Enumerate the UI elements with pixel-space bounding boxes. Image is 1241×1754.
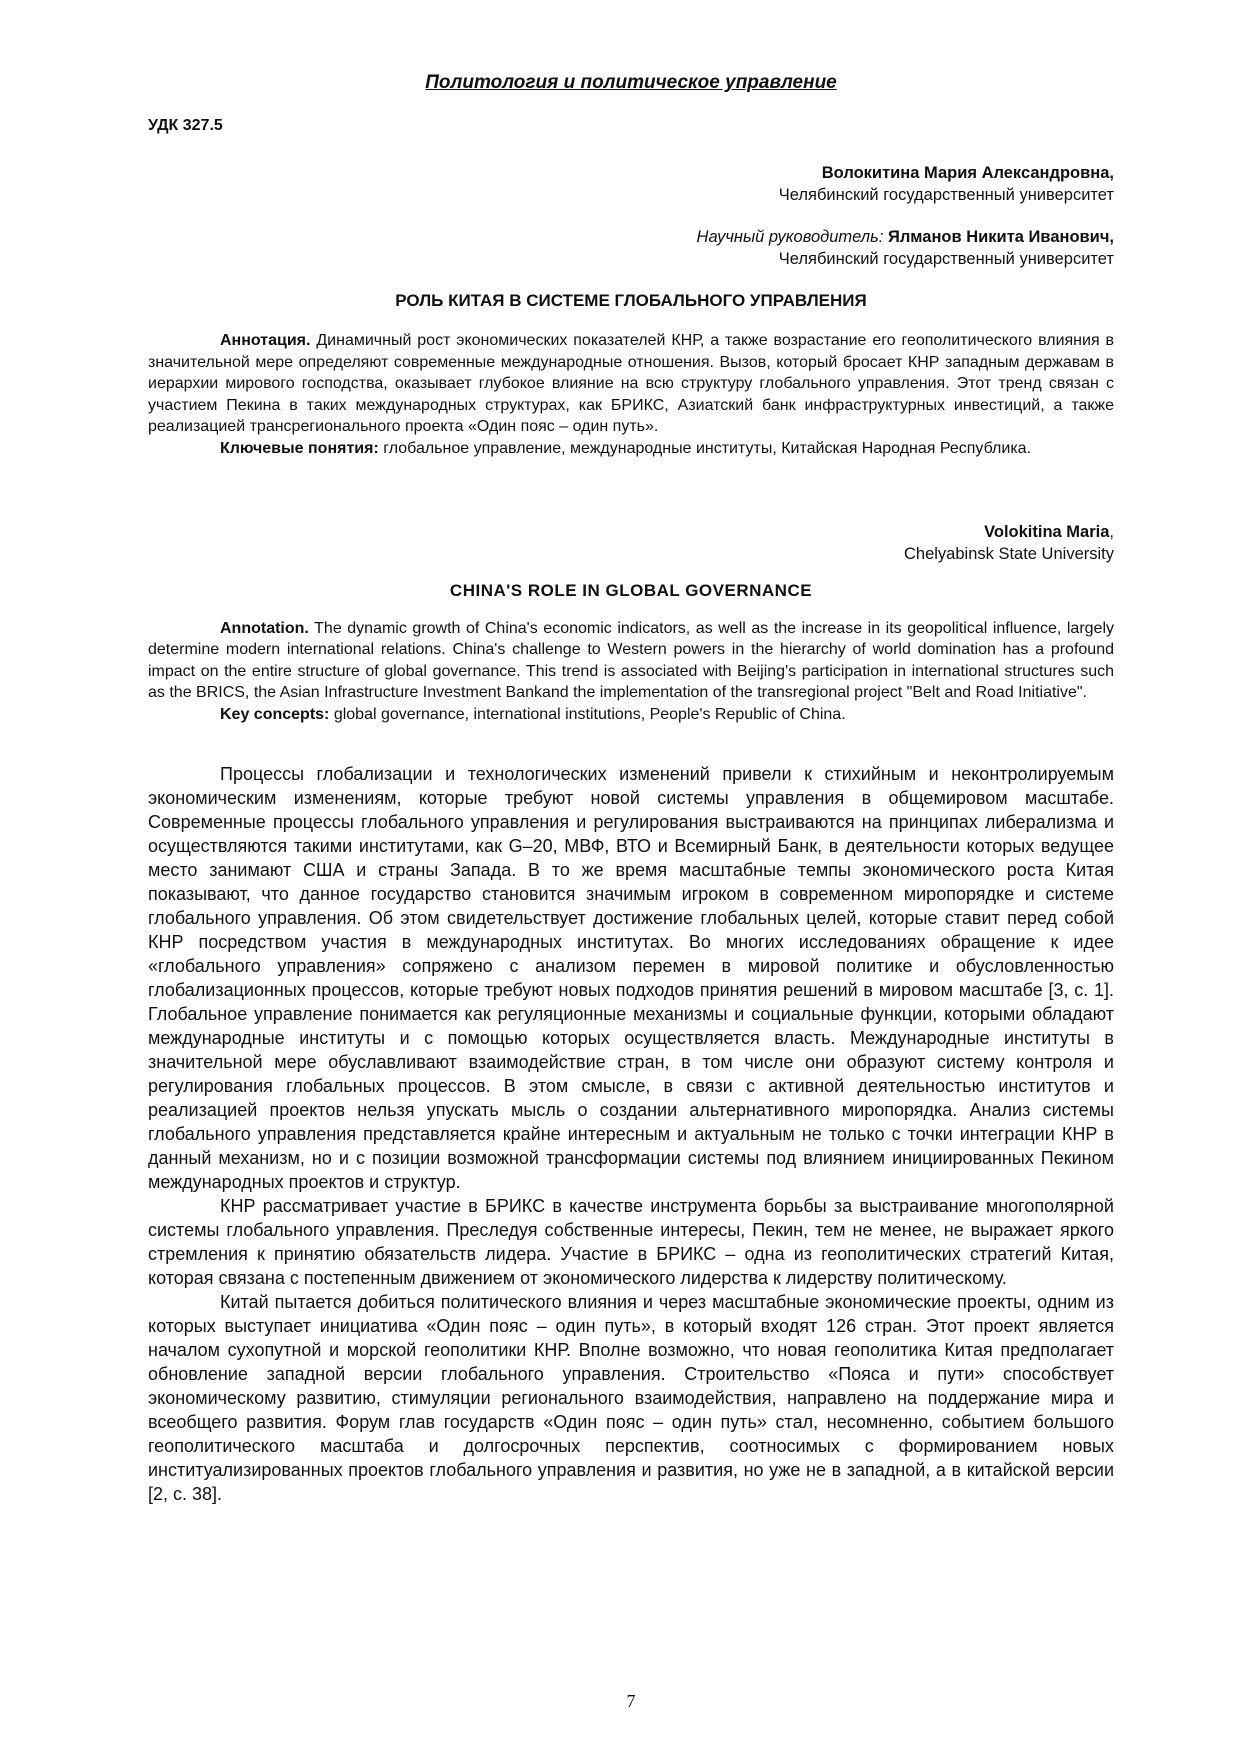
author-affiliation-ru: Челябинский государственный университет: [778, 186, 1114, 204]
supervisor-label: Научный руководитель:: [696, 228, 884, 246]
author-affiliation-en: Chelyabinsk State University: [903, 545, 1114, 563]
abstract-en: [148, 618, 1114, 725]
author-name-en: Volokitina Maria: [984, 523, 1110, 541]
author-block-en: [148, 521, 1114, 565]
supervisor-affiliation: Челябинский государственный университет: [778, 250, 1114, 268]
author-block-ru: [148, 162, 1114, 206]
paper-title-en: CHINA'S ROLE IN GLOBAL GOVERNANCE: [449, 581, 813, 600]
supervisor-line: [148, 226, 1114, 248]
keywords-en-label: Key concepts:: [220, 705, 330, 723]
keywords-ru-label: Ключевые понятия:: [220, 439, 379, 457]
body-text: [148, 762, 1114, 1506]
abstract-en-text: The dynamic growth of China's economic indicators, as well as the increase in its geopolitical influence, largely determine modern international relations. China's challenge to Western powers in the hierarchy of world domination has a profound impact on the entire structure of global governance. This trend is associated with Beijing's participation in international structures such as the BRICS, the Asian Infrastructure Investment Bankand the implementation of the transregional project "Belt and Road Initiative".: [148, 620, 1114, 702]
abstract-en-label: Annotation.: [220, 620, 309, 637]
keywords-ru-paragraph: [148, 438, 1114, 460]
author-name-en-line: [148, 521, 1114, 543]
page-number: 7: [626, 1691, 636, 1711]
abstract-en-paragraph: [148, 618, 1114, 704]
body-paragraph-2: КНР рассматривает участие в БРИКС в качестве инструмента борьбы за выстраивание многополярной системы глобального управления. Преследуя собственные интересы, Пекин, тем не менее, не выражает яркого стремления к принятию обязательств лидера. Участие в БРИКС – одна из геополитических стратегий Китая, которая связана с постепенным движением от экономического лидерства к лидерству политическому.: [148, 1196, 1114, 1288]
supervisor-name: Ялманов Никита Иванович,: [887, 228, 1114, 246]
abstract-ru-label: Аннотация.: [220, 332, 311, 349]
abstract-ru-text: Динамичный рост экономических показателей КНР, а также возрастание его геополитического влияния в значительной мере определяют современные международные отношения. Вызов, который бросает КНР западным державам в иерархии мирового господства, оказывает глубокое влияние на всю структуру глобального управления. Этот тренд связан с участием Пекина в таких международных структурах, как БРИКС, Азиатский банк инфраструктурных инвестиций, а также реализацией трансрегионального проекта «Один пояс – один путь».: [148, 332, 1114, 436]
author-name-ru: Волокитина Мария Александровна,: [821, 164, 1114, 182]
body-paragraph-1: Процессы глобализации и технологических изменений привели к стихийным и неконтролируемым экономическим изменениям, которые требуют новой системы управления в общемировом масштабе. Современные процессы глобального управления и регулирования выстраиваются на принципах либерализма и осуществляются такими институтами, как G–20, МВФ, ВТО и Всемирный Банк, в деятельности которых ведущее место занимают США и страны Запада. В то же время масштабные темпы экономического роста Китая показывают, что данное государство становится значимым игроком в современном миропорядке и системе глобального управления. Об этом свидетельствует достижение глобальных целей, которые ставит перед собой КНР посредством участия в международных институтах. Во многих исследованиях обращение к идее «глобального управления» сопряжено с анализом перемен в мировой политике и обусловленностью глобализационных процессов, которые требуют новых подходов принятия решений в мировом масштабе [3, с. 1]. Глобальное управление понимается как регуляционные механизмы и социальные функции, которыми обладают международные институты и с помощью которых осуществляется власть. Международные институты в значительной мере обуславливают взаимодействие стран, в том числе они образуют систему контроля и регулирования глобальных процессов. В этом смысле, в связи с активной деятельностью институтов и реализацией проектов нельзя упускать мысль о создании альтернативного миропорядка. Анализ системы глобального управления представляется крайне интересным и актуальным не только с точки интеграции КНР в данный механизм, но и с позиции возможной трансформации системы под влиянием инициированных Пекином международных проектов и структур.: [148, 764, 1114, 1192]
body-paragraph-3: Китай пытается добиться политического влияния и через масштабные экономические проекты, одним из которых выступает инициатива «Один пояс – один путь», в который входят 126 стран. Этот проект является началом сухопутной и морской геополитики КНР. Вполне возможно, что новая геополитика Китая предполагает обновление западной версии глобального управления. Строительство «Пояса и пути» способствует экономическому развитию, стимуляции регионального взаимодействия, направлено на поддержание мира и всеобщего развития. Форум глав государств «Один пояс – один путь» стал, несомненно, событием большого геополитического масштаба и долгосрочных перспектив, соотносимых с формированием новых институализированных проектов глобального управления и развития, но уже не в западной, а в китайской версии [2, с. 38].: [148, 1292, 1114, 1504]
document-page: [148, 0, 1114, 1754]
keywords-en-text: global governance, international institutions, People's Republic of China.: [333, 705, 846, 723]
abstract-ru: [148, 330, 1114, 460]
author-name-en-suffix: ,: [1109, 523, 1114, 541]
supervisor-block-ru: [148, 226, 1114, 270]
udk-code: УДК 327.5: [148, 117, 223, 134]
paper-title-ru: РОЛЬ КИТАЯ В СИСТЕМЕ ГЛОБАЛЬНОГО УПРАВЛЕНИЯ: [395, 291, 867, 310]
keywords-ru-text: глобальное управление, международные институты, Китайская Народная Республика.: [383, 439, 1032, 457]
keywords-en-paragraph: [148, 704, 1114, 725]
section-heading: Политология и политическое управление: [425, 72, 837, 93]
abstract-ru-paragraph: [148, 330, 1114, 438]
